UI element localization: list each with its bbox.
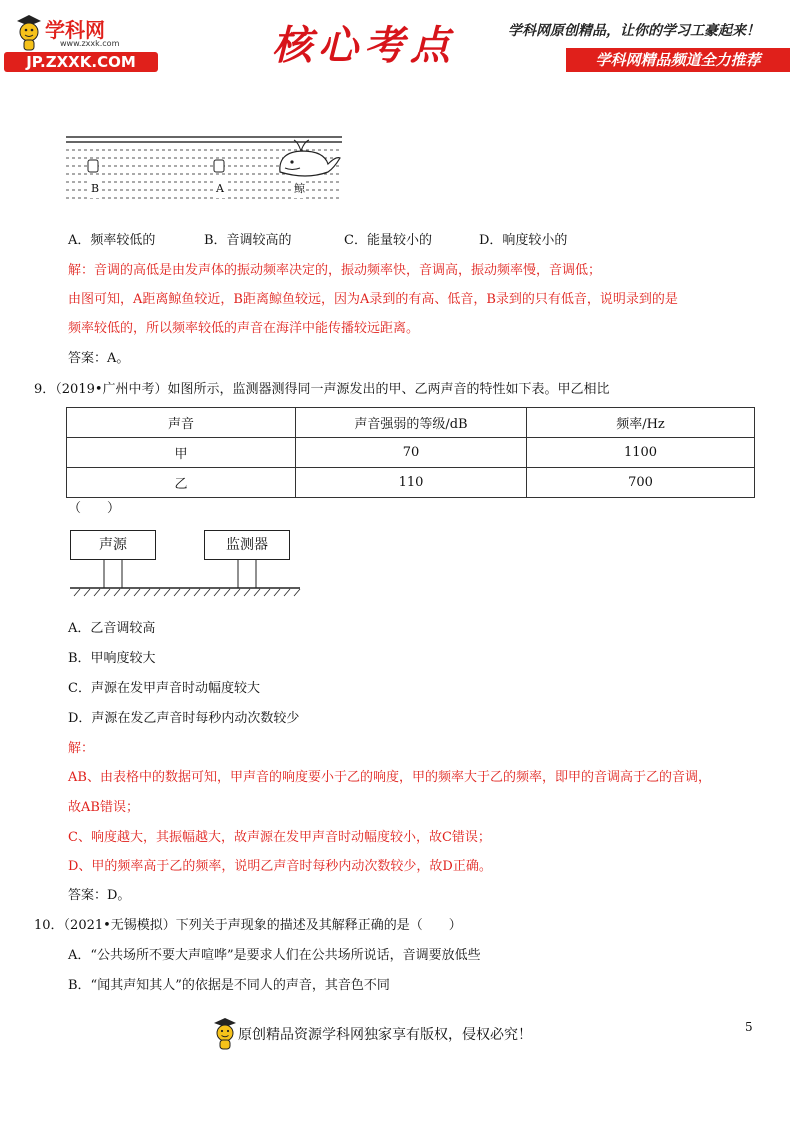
table-row [67,468,755,498]
table-header: 声音 [67,408,296,438]
q9-answer-paren: （ ） [68,501,121,516]
figure-label-whale: 鲸 [293,180,306,198]
slogan: 学科网原创精品，让你的学习工豪起来！ [508,23,760,39]
q10-option-b[interactable]: B．“闻其声知其人”的依据是不同人的声音，其音色不同 [68,978,390,993]
page-number: 5 [745,1020,753,1034]
footer-copyright: 原创精品资源学科网独家享有版权，侵权必究！ [238,1027,532,1043]
header [0,0,800,80]
table-header-row [67,408,755,438]
table-cell: 甲 [67,438,296,468]
q9-option-c[interactable]: C．声源在发甲声音时动幅度较大 [68,681,260,696]
sound-source-box: 声源 [70,530,156,560]
q9-solution-line-1: 解： [68,741,95,756]
mascot-logo-icon [14,12,44,52]
figure-label-b: B [90,180,100,198]
table-row [67,438,755,468]
q8-option-d[interactable]: D．响度较小的 [479,233,568,248]
table-cell: 700 [527,468,755,498]
q8-option-b[interactable]: B．音调较高的 [204,233,292,248]
logo-subtext: www.zxxk.com [60,39,120,48]
footer-mascot-icon [212,1016,238,1050]
q8-answer: 答案：A。 [68,351,130,366]
page-title: 核心考点 [272,23,456,69]
table-header: 声音强弱的等级/dB [296,408,527,438]
site-badge[interactable]: JP.ZXXK.COM [4,52,158,72]
q10-option-a[interactable]: A．“公共场所不要大声喧哗”是要求人们在公共场所说话，音调要放低些 [68,948,481,963]
q8-solution-line-1: 解：音调的高低是由发声体的振动频率决定的，振动频率快，音调高，振动频率慢，音调低； [68,263,602,278]
q9-option-d[interactable]: D．声源在发乙声音时每秒内动次数较少 [68,711,300,726]
q9-stem: 9．（2019•广州中考）如图所示，监测器测得同一声源发出的甲、乙两声音的特性如下表。甲乙相比 [34,382,610,397]
table-cell: 110 [296,468,527,498]
q8-solution-line-2: 由图可知，A距离鲸鱼较近，B距离鲸鱼较远，因为A录到的有高、低音，B录到的只有低音，说明录到的是 [68,292,678,307]
q8-solution-line-3: 频率较低的，所以频率较低的声音在海洋中能传播较远距离。 [68,321,420,336]
table-cell: 乙 [67,468,296,498]
q9-solution-line-4: C、响度越大，其振幅越大，故声源在发甲声音时动幅度较小，故C错误； [68,830,491,845]
q9-source-monitor-figure [70,528,302,600]
q8-option-c[interactable]: C．能量较小的 [344,233,432,248]
q8-option-a[interactable]: A．频率较低的 [68,233,156,248]
ground-stands [70,528,302,600]
recommend-banner[interactable]: 学科网精品频道全力推荐 [566,48,790,72]
table-header: 频率/Hz [527,408,755,438]
q9-option-a[interactable]: A．乙音调较高 [68,621,156,636]
q9-solution-line-5: D、甲的频率高于乙的频率，说明乙声音时每秒内动次数较少，故D正确。 [68,859,492,874]
q9-option-b[interactable]: B．甲响度较大 [68,651,156,666]
figure-label-a: A [215,180,225,198]
q10-stem: 10．（2021•无锡模拟）下列关于声现象的描述及其解释正确的是（ ） [34,918,462,933]
monitor-box: 监测器 [204,530,290,560]
q9-solution-line-3: 故AB错误； [68,800,139,815]
logo-text: 学科网 [45,18,105,42]
q9-answer: 答案：D。 [68,888,131,903]
table-cell: 70 [296,438,527,468]
table-cell: 1100 [527,438,755,468]
q9-solution-line-2: AB、由表格中的数据可知，甲声音的响度要小于乙的响度，甲的频率大于乙的频率，即甲的音调高于乙的音调， [68,770,711,785]
q9-data-table [66,407,755,498]
